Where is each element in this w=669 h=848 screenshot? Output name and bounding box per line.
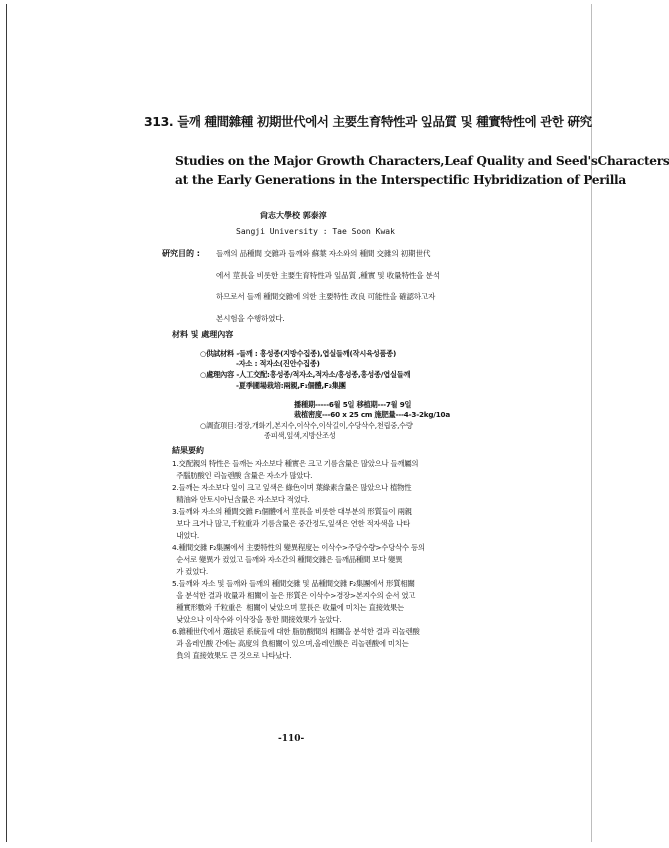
materials-item: ○調査項目:경장,개화기,본지수,이삭수,이삭길이,수당삭수,천립중,수량 (200, 421, 413, 430)
result-line: 5.들깨와 자소 및 들깨와 들깨의 種間交雜 및 品種間交雜 F₂集團에서 形質相關 (172, 579, 415, 588)
result-line: 種實形數와 千粒重은 相關이 낮았으며 莖長은 收量에 미치는 直接效果는 (172, 603, 404, 612)
materials-label: 材料 및 處理內容 (172, 330, 234, 339)
materials-item: 종피색,잎색,지방산조성 (264, 431, 336, 440)
results-label: 結果要約 (172, 446, 204, 455)
materials-item: ○供試材料 -들깨 : 흥성종(지방수집종),엽실들깨(작시육성품종) (200, 349, 397, 358)
result-line: 순서로 變異가 컸었고 들깨와 자소간의 種間交雜은 들깨品種間 보다 變異 (172, 555, 403, 564)
purpose-line: 들깨의 品種間 交雜과 들깨와 蘇葉 자소와의 種間 交雜의 初期世代 (216, 249, 431, 258)
purpose-line: 본시험을 수행하였다. (216, 314, 285, 323)
result-line: 을 분석한 결과 收量과 相關이 높은 形質은 이삭수>경장>본지수의 순서 였고 (172, 591, 416, 600)
result-line: 負의 直接效果도 큰 것으로 나타났다. (172, 651, 292, 660)
result-line: 가 컸었다. (172, 567, 208, 576)
affiliation-korean: 尙志大學校 郭泰淳 (260, 211, 327, 220)
result-line: 精油와 안토시아닌含量은 자소보다 적었다. (172, 495, 310, 504)
affiliation-english: Sangji University : Tae Soon Kwak (236, 227, 395, 236)
materials-item: ○處理內容 -人工交配:흥성종/적자소,적자소/흥성종,흥성종/엽실들깨 (200, 370, 411, 379)
result-line: 2.들깨는 자소보다 잎이 크고 잎색은 綠色이며 葉綠素含量은 많았으나 植物性 (172, 483, 412, 492)
purpose-line: 하므로서 들깨 種間交雜에 의한 主要特性 改良 可能性을 確認하고자 (216, 292, 436, 301)
materials-item: -夏季圃場栽培:兩親,F₁個體,F₂集團 (236, 381, 346, 390)
result-line: 과 올레인酸 간에는 高度의 負相關이 있으며,올레인酸은 리놀렌酸에 미치는 (172, 639, 409, 648)
purpose-line: 에서 莖長을 비롯한 主要生育特性과 잎品質 ,種實 및 收量特性을 분석 (216, 271, 440, 280)
english-title-line: at the Early Generations in the Interspectific Hybridization of Perilla (175, 173, 626, 187)
results-list (172, 458, 425, 662)
result-line: 주腦肪酸인 리놀렌酸 含量은 자소가 많았다. (172, 471, 313, 480)
result-line: 6.雜種世代에서 選拔된 系統들에 대한 脂肪酸間의 相關을 분석한 결과 리놀렌酸 (172, 627, 420, 636)
materials-item: -자소 : 적자소(진안수집종) (236, 359, 320, 368)
result-line: 내었다. (172, 531, 199, 540)
result-line: 1.交配親의 特性은 들깨는 자소보다 種實은 크고 기름含量은 많았으나 들깨屬의 (172, 459, 419, 468)
paper-title-korean: 313. 들깨 種間雜種 初期世代에서 主要生育特性과 잎品質 및 種實特性에 관한 硏究 (144, 114, 592, 129)
paper-title-english (175, 152, 669, 190)
result-line: 보다 크거나 많고,千粒重과 기름含量은 중간정도,잎색은 연한 적자색을 나타 (172, 519, 410, 528)
result-line: 낮았으나 이삭수와 이삭장을 통한 間接效果가 높았다. (172, 615, 342, 624)
result-line: 4.種間交雜 F₂集團에서 主要特性의 變異程度는 이삭수>주당수량>수당삭수 등의 (172, 543, 425, 552)
page-number: -110- (278, 734, 305, 744)
result-line: 3.들깨와 자소의 種間交雜 F₁個體에서 莖長을 비롯한 대부분의 形質들이 兩親 (172, 507, 412, 516)
english-title-line: Studies on the Major Growth Characters,Leaf Quality and Seed'sCharacters (175, 154, 669, 168)
purpose-label: 硏究目的 : (162, 249, 200, 258)
materials-item: 播種期-----6월 5일 移植期---7월 9일 (294, 400, 412, 409)
materials-item: 栽植密度---60 x 25 cm 施肥量---4-3-2kg/10a (294, 410, 450, 419)
